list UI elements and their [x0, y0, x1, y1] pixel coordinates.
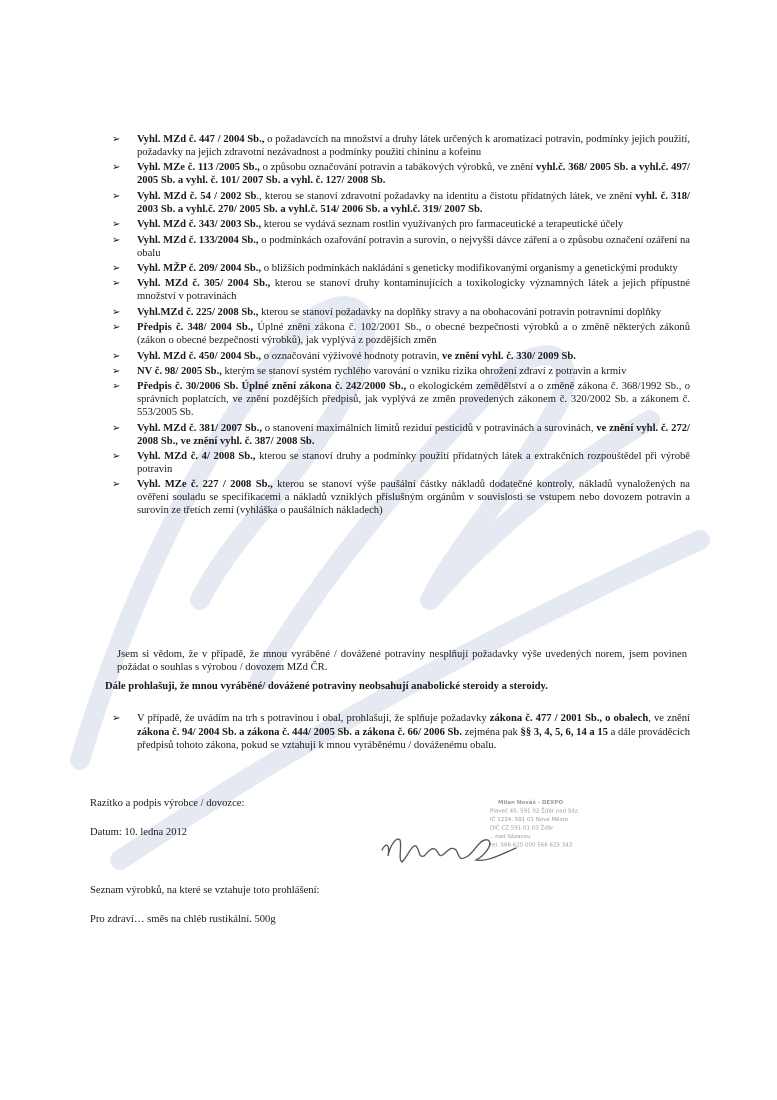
packaging-list — [110, 712, 690, 753]
stamp-line: DIČ CZ 591 01 03 Žďár — [490, 825, 554, 832]
regulation-item — [110, 218, 690, 231]
arrow-bullet-icon: ➢ — [112, 134, 121, 145]
regulation-item — [110, 321, 690, 347]
arrow-bullet-icon: ➢ — [112, 190, 121, 202]
regulation-text: o podmínkách ozařování potravin a surovin, o nejvyšší dávce záření a o způsobu označení ozáření na obalu — [137, 234, 690, 259]
date-line: Datum: 10. ledna 2012 — [90, 827, 188, 838]
regulation-bold: Vyhl. MZe č. 227 / 2008 Sb., — [137, 479, 273, 491]
regulation-item — [110, 277, 690, 303]
regulation-bold: Vyhl. MZd č. 450/ 2004 Sb., — [137, 350, 262, 362]
regulation-bold2: vyhl. č. 318/ 2003 Sb. a vyhl.č. 270/ 2005 Sb. a vyhl.č. 514/ 2006 Sb. a vyhl.č. 319/ 2007 Sb. — [137, 190, 690, 215]
regulation-text: o stanovení maximálních limitů reziduí pesticidů v potravinách a surovinách, — [261, 422, 597, 434]
regulation-text: o požadavcích na množství a druhy látek určených k aromatizaci potravin, podmínky jejich použití, požadavky na jejich zdravotní nezávadnost a podmínky použití chininu a kofeinu — [137, 134, 690, 158]
regulation-bold: Vyhl. MZd č. 54 / 2002 Sb — [137, 190, 257, 202]
regulation-text: kterou se vydává seznam rostlin využívaných pro farmaceutické a terapeutické účely — [261, 219, 624, 231]
arrow-bullet-icon: ➢ — [112, 381, 121, 393]
regulation-bold: Vyhl. MZd č. 381/ 2007 Sb., — [137, 422, 262, 434]
regulation-bold: Vyhl. MZd č. 133/2004 Sb., — [137, 234, 259, 246]
regulation-item — [110, 450, 690, 476]
arrow-bullet-icon: ➢ — [112, 162, 121, 174]
stamp-line: Milan Nováš - DEXPO — [498, 800, 564, 806]
regulation-text: kterou se stanoví požadavky na doplňky stravy a na obohacování potravin potravními doplňky — [258, 306, 662, 318]
regulation-item — [110, 478, 690, 517]
arrow-bullet-icon: ➢ — [112, 278, 121, 290]
regulation-bold: Vyhl. MZd č. 305/ 2004 Sb., — [137, 278, 271, 290]
regulation-bold2: ve znění vyhl. č. 330/ 2009 Sb. — [442, 350, 576, 362]
regulation-text: kterou se stanoví druhy kontaminujících a toxikologicky významných látek a jejich přípustné množství v potravinách — [137, 278, 690, 303]
arrow-bullet-icon: ➢ — [112, 479, 121, 491]
regulation-item — [110, 262, 690, 275]
arrow-bullet-icon: ➢ — [112, 422, 121, 434]
regulation-bold: Vyhl. MZe č. 113 /2005 Sb., — [137, 162, 260, 174]
arrow-bullet-icon: ➢ — [112, 350, 121, 362]
regulation-bold: Předpis č. 30/2006 Sb. Úplné znění zákona č. 242/2000 Sb., — [137, 381, 407, 393]
arrow-bullet-icon: ➢ — [112, 322, 121, 334]
regulation-bold: Vyhl. MZd č. 4/ 2008 Sb., — [137, 451, 256, 463]
regulation-item — [110, 350, 690, 363]
arrow-bullet-icon: ➢ — [112, 451, 121, 463]
stamp-line: tel. 566 625 000 566 625 343 — [490, 842, 573, 849]
regulation-text: o ekologickém zemědělství a o změně zákona č. 368/1992 Sb., o správních poplatcích, ve znění pozdějších předpisů, jak vyplývá ze změn provedených zákonem č. 320/2002 Sb. a zákonem č. 553/2005 Sb. — [137, 381, 690, 419]
regulation-text: kterou se stanoví výše paušální částky nákladů dodatečné kontroly, nákladů vynaložených na ověření souladu se specifikacemi a nákladů vzniklých příslušným orgánům v souvislosti se vstupem nebo dovozem potravin a surovin ze třetích zemí (vyhláška o paušálních nákladech) — [137, 479, 690, 517]
regulation-text: kterou se stanoví druhy a podmínky použití přídatných látek a extrakčních rozpouštědel při výrobě potravin — [137, 451, 690, 476]
regulation-bold: Vyhl. MŽP č. 209/ 2004 Sb., — [137, 262, 262, 274]
steroid-declaration: Dále prohlašuji, že mnou vyráběné/ dovážené potraviny neobsahují anabolické steroidy a steroidy. — [105, 681, 548, 692]
packaging-item: ➢ V případě, že uvádím na trh s potravinou i obal, prohlašuji, že splňuje požadavky zákona č. 477 / 2001 Sb., o obalech, ve znění zákona č. 94/ 2004 Sb. a zákona č. 444/ 2005 Sb. a zákona č. 66/ 2006 Sb. zejména pak §§ 3, 4, 5, 6, 14 a 15 a dále prováděcích předpisů tohoto zákona, pokud se vztahují k mnou vyráběnému / dováženému obalu. — [112, 713, 691, 751]
regulation-bold2: vyhl.č. 368/ 2005 Sb. a vyhl.č. 497/ 2005 Sb. a vyhl. č. 101/ 2007 Sb. a vyhl. č. 127/ 2008 Sb. — [137, 162, 690, 187]
stamp-line: Plaveč 45, 591 02 Žďár nad Sáz. — [490, 808, 580, 815]
arrow-bullet-icon: ➢ — [112, 306, 121, 318]
regulation-text: kterým se stanoví systém rychlého varování o vzniku rizika ohrožení zdraví z potravin a krmiv — [221, 365, 627, 377]
regulation-item — [110, 306, 690, 319]
regulation-bold: NV č. 98/ 2005 Sb., — [137, 365, 222, 377]
regulation-text: o způsobu označování potravin a tabákových výrobků, ve znění — [259, 162, 537, 174]
regulation-item — [110, 234, 690, 260]
regulation-bold: Vyhl.MZd č. 225/ 2008 Sb., — [137, 306, 259, 318]
products-label: Seznam výrobků, na které se vztahuje toto prohlášení: — [90, 885, 320, 896]
declaration-paragraph: Jsem si vědom, že v případě, že mnou vyráběné / dovážené potraviny nesplňují požadavky výše uvedených norem, jsem povinen požádat o souhlas s výrobou / dovozem MZd ČR. — [117, 649, 687, 673]
regulation-item — [110, 133, 690, 159]
regulation-text: o bližších podmínkách nakládání s geneticky modifikovanými organismy a genetickými produkty — [261, 262, 678, 274]
arrow-bullet-icon: ➢ — [112, 365, 121, 377]
regulation-text: o označování výživové hodnoty potravin, — [261, 350, 443, 362]
regulation-item — [110, 161, 690, 187]
stamp-line: ...nad Sázavou — [490, 834, 531, 840]
regulation-bold2: ve znění vyhl. č. 272/ 2008 Sb., ve znění vyhl. č. 387/ 2008 Sb. — [137, 422, 690, 447]
regulation-bold: Předpis č. 348/ 2004 Sb., — [137, 322, 254, 334]
signature — [376, 816, 526, 876]
arrow-bullet-icon: ➢ — [112, 713, 121, 724]
regulation-item — [110, 422, 690, 448]
regulation-text: Úplné znění zákona č. 102/2001 Sb., o obecné bezpečnosti výrobků a o změně některých zákonů (zákon o obecné bezpečnosti výrobků), jak vyplývá z pozdějších změn — [137, 322, 690, 347]
regulation-bold: Vyhl. MZd č. 343/ 2003 Sb., — [137, 219, 262, 231]
stamp-signature-label: Razítko a podpis výrobce / dovozce: — [90, 798, 245, 809]
regulations-list — [110, 133, 690, 520]
arrow-bullet-icon: ➢ — [112, 234, 121, 246]
arrow-bullet-icon: ➢ — [112, 262, 121, 274]
regulation-text: ., kterou se stanoví zdravotní požadavky na identitu a čistotu přídatných látek, ve znění — [256, 190, 636, 202]
stamp-line: IČ 1234, 591 01 Nové Město — [490, 817, 569, 823]
regulation-item — [110, 380, 690, 419]
arrow-bullet-icon: ➢ — [112, 219, 121, 231]
regulation-bold: Vyhl. MZd č. 447 / 2004 Sb., — [137, 134, 265, 145]
regulation-item — [110, 190, 690, 216]
product-name: Pro zdraví… směs na chléb rustikální. 500g — [90, 914, 276, 925]
regulation-item — [110, 365, 690, 378]
